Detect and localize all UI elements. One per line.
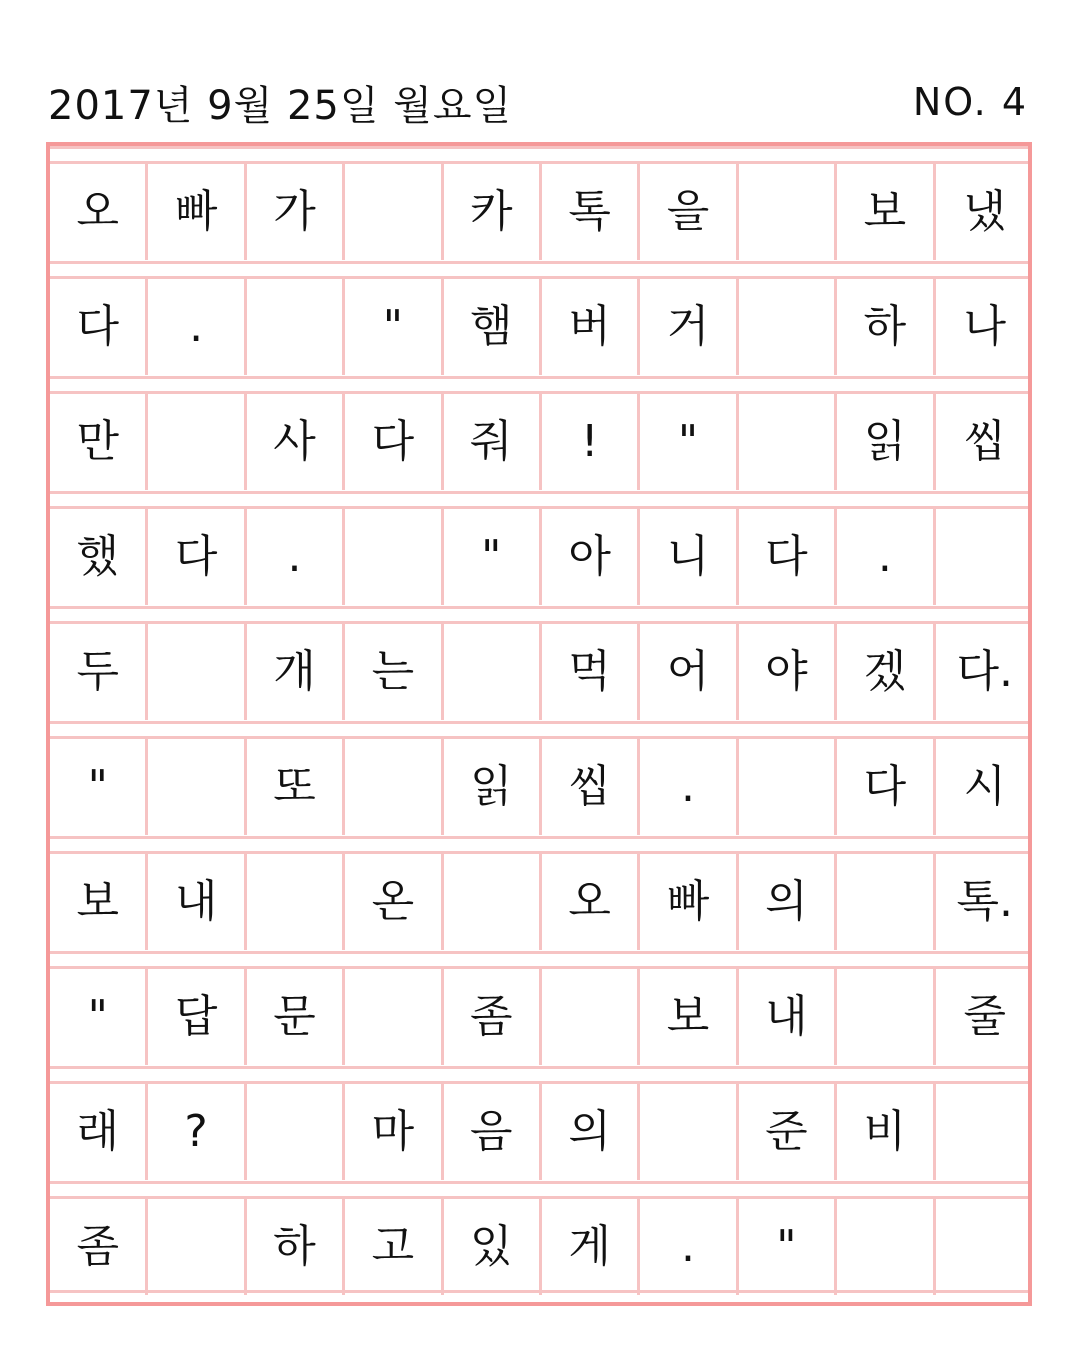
grid-cell: . — [640, 1199, 738, 1295]
grid-cell: " — [50, 739, 148, 835]
grid-row — [50, 1066, 1028, 1180]
grid-row — [50, 261, 1028, 375]
grid-row-cells — [50, 621, 1028, 720]
grid-cell: 빠 — [148, 164, 246, 260]
grid-cell: 다 — [50, 279, 148, 375]
grid-cell — [837, 854, 935, 950]
manuscript-grid — [46, 142, 1032, 1306]
grid-row-cells — [50, 851, 1028, 950]
grid-cell: 톡. — [956, 876, 1013, 927]
grid-cell — [247, 279, 345, 375]
grid-cell: 있 — [444, 1199, 542, 1295]
grid-cell — [247, 1084, 345, 1180]
grid-row-cells — [50, 161, 1028, 260]
grid-cell: 또 — [247, 739, 345, 835]
grid-cell: 두 — [50, 624, 148, 720]
diary-header — [48, 70, 1028, 134]
grid-cell — [444, 624, 542, 720]
grid-cell: 줘 — [444, 394, 542, 490]
grid-cell: 톡 — [542, 164, 640, 260]
page-number: NO. 4 — [912, 80, 1028, 124]
grid-cell: 니 — [640, 509, 738, 605]
grid-cell: 음 — [444, 1084, 542, 1180]
grid-cell: 하 — [837, 279, 935, 375]
grid-row-cells — [50, 966, 1028, 1065]
grid-cell: 어 — [640, 624, 738, 720]
grid-cell: 했 — [50, 509, 148, 605]
grid-row-cells — [50, 736, 1028, 835]
grid-cell — [345, 164, 443, 260]
grid-cell — [936, 1199, 1034, 1295]
grid-cell: " — [640, 394, 738, 490]
grid-cell: 먹 — [542, 624, 640, 720]
grid-row — [50, 951, 1028, 1065]
grid-cell: 내 — [148, 854, 246, 950]
grid-cell: 읽 — [837, 394, 935, 490]
grid-cell: 오 — [542, 854, 640, 950]
grid-row-cells — [50, 1196, 1028, 1295]
grid-cell: . — [148, 279, 246, 375]
grid-cell — [936, 1084, 1034, 1180]
grid-cell: 고 — [345, 1199, 443, 1295]
grid-cell: 버 — [542, 279, 640, 375]
grid-cell — [936, 509, 1034, 605]
grid-cell: 아 — [542, 509, 640, 605]
grid-cell: 거 — [640, 279, 738, 375]
grid-cell — [148, 624, 246, 720]
grid-cell — [739, 739, 837, 835]
grid-cell: 의 — [739, 854, 837, 950]
grid-cell — [739, 394, 837, 490]
grid-cell — [345, 969, 443, 1065]
grid-cell: 만 — [50, 394, 148, 490]
grid-cell: 개 — [247, 624, 345, 720]
grid-cell — [837, 1199, 935, 1295]
grid-cell: " — [444, 509, 542, 605]
grid-cell: 읽 — [444, 739, 542, 835]
grid-cell: 좀 — [444, 969, 542, 1065]
grid-cell — [148, 1199, 246, 1295]
grid-cell: 보 — [50, 854, 148, 950]
grid-cell: . — [247, 509, 345, 605]
grid-cell: ? — [148, 1084, 246, 1180]
grid-cell: 답 — [148, 969, 246, 1065]
grid-cell: 야 — [739, 624, 837, 720]
grid-row-cells — [50, 391, 1028, 490]
grid-cell: 는 — [345, 624, 443, 720]
grid-cell: 온 — [345, 854, 443, 950]
grid-cell — [345, 509, 443, 605]
grid-cell: . — [837, 509, 935, 605]
grid-cell: 시 — [963, 761, 1006, 812]
grid-cell — [444, 854, 542, 950]
grid-cell: 다. — [956, 646, 1013, 697]
grid-cell: 가 — [247, 164, 345, 260]
grid-cell: . — [640, 739, 738, 835]
grid-cell — [148, 739, 246, 835]
grid-cell: " — [50, 969, 148, 1065]
grid-cell: 카 — [444, 164, 542, 260]
grid-cell: ! — [542, 394, 640, 490]
grid-cell: 줄 — [963, 991, 1006, 1042]
grid-cell: 빠 — [640, 854, 738, 950]
grid-cell: 을 — [640, 164, 738, 260]
grid-cell: 씹 — [963, 416, 1006, 467]
grid-cell: 햄 — [444, 279, 542, 375]
grid-row — [50, 721, 1028, 835]
grid-cell: 하 — [247, 1199, 345, 1295]
grid-row — [50, 1181, 1028, 1295]
grid-cell: 보 — [640, 969, 738, 1065]
grid-cell: 게 — [542, 1199, 640, 1295]
diary-date: 2017년 9월 25일 월요일 — [48, 82, 513, 129]
grid-row — [50, 836, 1028, 950]
grid-cell: 냈 — [963, 186, 1006, 237]
grid-cell — [148, 394, 246, 490]
grid-row — [50, 376, 1028, 490]
grid-cell: 문 — [247, 969, 345, 1065]
grid-bottom-margin-line — [50, 1290, 1028, 1302]
grid-cell: 겠 — [837, 624, 935, 720]
grid-cell — [345, 739, 443, 835]
grid-row — [50, 491, 1028, 605]
grid-cell: 준 — [739, 1084, 837, 1180]
grid-cell — [542, 969, 640, 1065]
grid-cell: " — [739, 1199, 837, 1295]
grid-cell: 다 — [148, 509, 246, 605]
grid-cell: 다 — [837, 739, 935, 835]
grid-cell — [837, 969, 935, 1065]
grid-cell: 나 — [963, 301, 1006, 352]
grid-cell: 보 — [837, 164, 935, 260]
grid-cell: 마 — [345, 1084, 443, 1180]
grid-cell: 비 — [837, 1084, 935, 1180]
grid-cell — [247, 854, 345, 950]
grid-row-cells — [50, 506, 1028, 605]
grid-row — [50, 606, 1028, 720]
grid-row — [50, 146, 1028, 260]
grid-cell: " — [345, 279, 443, 375]
grid-cell: 다 — [739, 509, 837, 605]
grid-row-cells — [50, 276, 1028, 375]
grid-cell: 씹 — [542, 739, 640, 835]
grid-row-cells — [50, 1081, 1028, 1180]
grid-cell: 좀 — [50, 1199, 148, 1295]
grid-cell: 다 — [345, 394, 443, 490]
grid-cell: 오 — [50, 164, 148, 260]
grid-cell: 사 — [247, 394, 345, 490]
grid-cell: 내 — [739, 969, 837, 1065]
grid-cell — [739, 279, 837, 375]
grid-cell — [739, 164, 837, 260]
grid-cell: 래 — [50, 1084, 148, 1180]
grid-cell: 의 — [542, 1084, 640, 1180]
grid-cell — [640, 1084, 738, 1180]
